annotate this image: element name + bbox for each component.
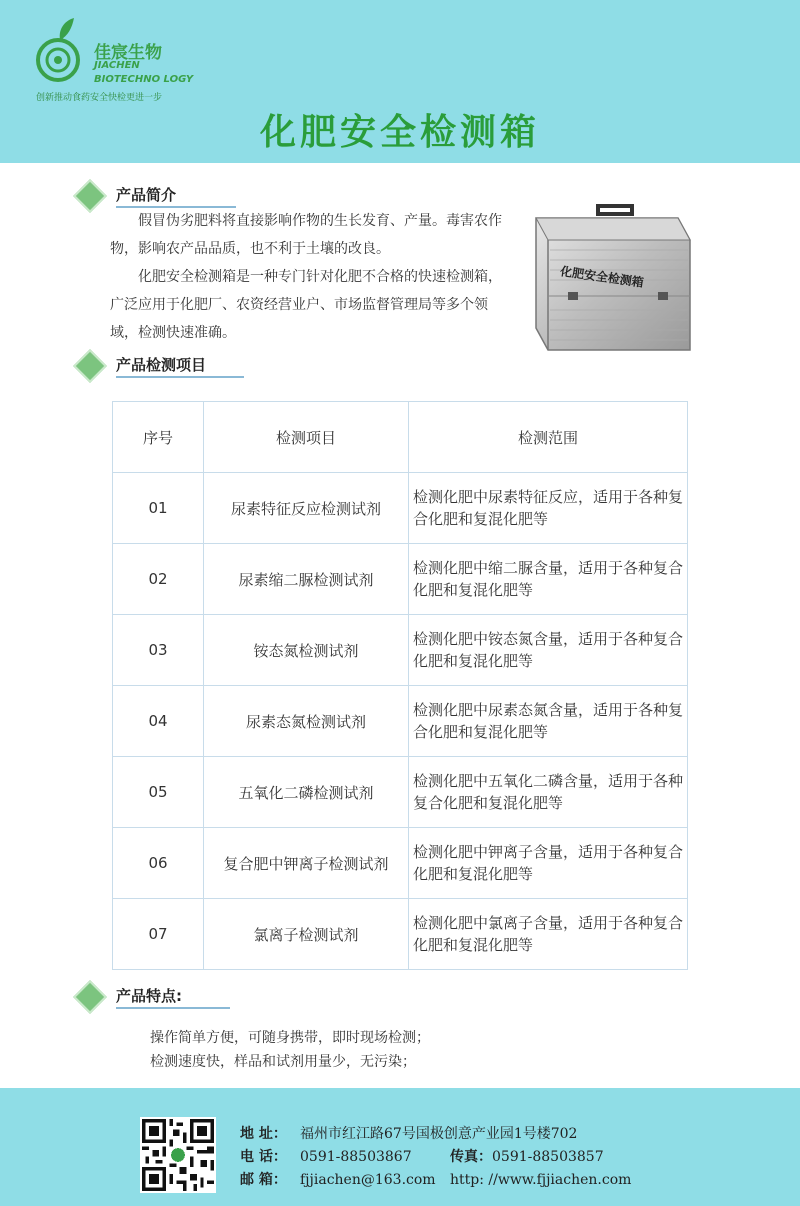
detection-items-table xyxy=(112,401,688,970)
row-range: 检测化肥中氯离子含量，适用于各种复合化肥和复混化肥等 xyxy=(409,899,688,970)
section-items-heading xyxy=(78,350,278,380)
row-range: 检测化肥中缩二脲含量，适用于各种复合化肥和复混化肥等 xyxy=(409,544,688,615)
table-row xyxy=(113,899,688,970)
row-item: 铵态氮检测试剂 xyxy=(204,615,409,686)
qr-code-image xyxy=(140,1117,216,1193)
header-item: 检测项目 xyxy=(204,402,409,473)
row-range: 检测化肥中铵态氮含量，适用于各种复合化肥和复混化肥等 xyxy=(409,615,688,686)
phone-value: 0591-88503867 xyxy=(300,1149,412,1165)
intro-text xyxy=(110,207,505,347)
section-features-heading xyxy=(78,981,278,1011)
row-item: 尿素特征反应检测试剂 xyxy=(204,473,409,544)
row-no: 06 xyxy=(113,828,204,899)
row-no: 05 xyxy=(113,757,204,828)
contact-email xyxy=(240,1169,631,1189)
intro-paragraph-1: 假冒伪劣肥料将直接影响作物的生长发育、产量。毒害农作物，影响农产品品质，也不利于土壤的改良。 xyxy=(110,213,502,257)
row-range: 检测化肥中尿素态氮含量，适用于各种复合化肥和复混化肥等 xyxy=(409,686,688,757)
row-item: 五氧化二磷检测试剂 xyxy=(204,757,409,828)
section-underline xyxy=(116,376,244,378)
section-intro-label: 产品简介 xyxy=(116,186,177,204)
address-key: 地 址： xyxy=(240,1126,287,1142)
table-row xyxy=(113,757,688,828)
features-list xyxy=(150,1026,430,1074)
brand-name-en-line1: JIACHEN xyxy=(94,60,140,71)
contact-phone xyxy=(240,1146,604,1166)
website-value[interactable]: http: //www.fjjiachen.com xyxy=(450,1172,632,1188)
fax-key: 传真： xyxy=(450,1149,492,1165)
section-intro-heading xyxy=(78,180,278,210)
feature-item: 检测速度快，样品和试剂用量少，无污染； xyxy=(150,1054,416,1070)
address-value: 福州市红江路67号国极创意产业园1号楼702 xyxy=(300,1126,578,1142)
feature-item: 操作简单方便，可随身携带，即时现场检测； xyxy=(150,1030,430,1046)
diamond-bullet-icon xyxy=(73,179,107,213)
table-row xyxy=(113,473,688,544)
section-underline xyxy=(116,1007,230,1009)
row-item: 复合肥中钾离子检测试剂 xyxy=(204,828,409,899)
brand-name-en-line2: BIOTECHNO LOGY xyxy=(94,74,194,85)
intro-paragraph-2: 化肥安全检测箱是一种专门针对化肥不合格的快速检测箱，广泛应用于化肥厂、农资经营业户、市场监督管理局等多个领域，检测快速准确。 xyxy=(110,269,502,341)
fax-value: 0591-88503857 xyxy=(492,1149,604,1165)
diamond-bullet-icon xyxy=(73,980,107,1014)
section-items-label: 产品检测项目 xyxy=(116,356,207,374)
diamond-bullet-icon xyxy=(73,349,107,383)
header-no: 序号 xyxy=(113,402,204,473)
brand-slogan: 创新推动食药安全快检更进一步 xyxy=(36,93,163,103)
row-range: 检测化肥中钾离子含量，适用于各种复合化肥和复混化肥等 xyxy=(409,828,688,899)
row-range: 检测化肥中尿素特征反应，适用于各种复合化肥和复混化肥等 xyxy=(409,473,688,544)
row-item: 尿素缩二脲检测试剂 xyxy=(204,544,409,615)
row-item: 尿素态氮检测试剂 xyxy=(204,686,409,757)
section-features-label: 产品特点: xyxy=(116,987,182,1005)
phone-key: 电 话： xyxy=(240,1149,287,1165)
email-value[interactable]: fjjiachen@163.com xyxy=(300,1172,436,1188)
row-no: 02 xyxy=(113,544,204,615)
row-no: 03 xyxy=(113,615,204,686)
table-header-row xyxy=(113,402,688,473)
page-title: 化肥安全检测箱 xyxy=(259,111,540,153)
product-case-label: 化肥安全检测箱 xyxy=(559,264,645,290)
row-no: 01 xyxy=(113,473,204,544)
header-range: 检测范围 xyxy=(409,402,688,473)
brand-logo-icon xyxy=(30,18,90,88)
row-no: 07 xyxy=(113,899,204,970)
brand-name-cn: 佳宸生物 xyxy=(94,43,162,63)
email-key: 邮 箱： xyxy=(240,1172,287,1188)
table-row xyxy=(113,686,688,757)
table-row xyxy=(113,544,688,615)
contact-address xyxy=(240,1123,577,1143)
table-row xyxy=(113,615,688,686)
row-no: 04 xyxy=(113,686,204,757)
table-row xyxy=(113,828,688,899)
row-range: 检测化肥中五氧化二磷含量，适用于各种复合化肥和复混化肥等 xyxy=(409,757,688,828)
row-item: 氯离子检测试剂 xyxy=(204,899,409,970)
